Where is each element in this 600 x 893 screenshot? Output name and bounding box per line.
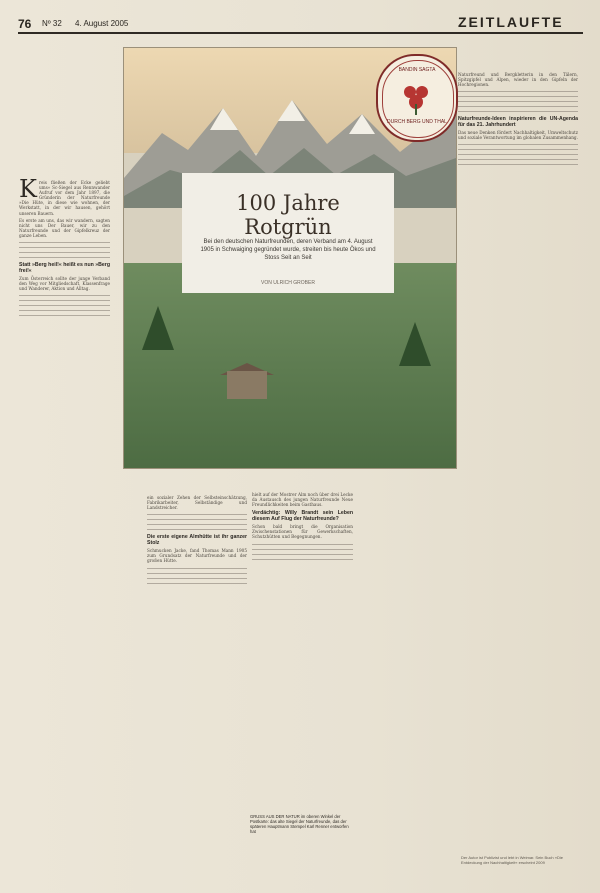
feature-byline: VON ULRICH GROBER <box>261 280 315 286</box>
section-title: ZEITLAUFTE <box>458 14 564 30</box>
headline-line-2: Rotgrün <box>244 215 332 239</box>
right-column-1: Naturfreund und Bergkletterin in den Tälern, Spitzgipfel und Alpen, wieder in den Gipfeln der Hochregionen. Naturfreunde-Ideen inspirieren die UN-Agenda für das 21. Jahrhundert Das neue Denken fördert Nachhaltigkeit, Umweltschutz und soziale Verantwortung im globalen Zusammenhang. <box>458 72 578 617</box>
headline-line-1: 100 Jahre <box>236 191 340 215</box>
header-rule <box>18 32 583 34</box>
feature-subhead: Bei den deutschen Naturfreunden, deren Verband am 4. August 1905 in Schwaiging gegründet wurde, streiten bis heute Ökos und Stoss Seit an Seit <box>200 239 376 261</box>
middle-column-2: hielt auf der Mostrer Alm noch über drei Lecke da Austausch des jungen Naturfreunde Neue Freundlichkeiten beim Gasthaus. Verdächtig: Willy Brandt sein Leben diesem Auf Flug der Naturfreunde? Schon bald bringt die Organisation Zwischenstationen für Gewerkschaften, Schutzhütten und Begegnungen. <box>252 492 353 810</box>
middle-right-heading: Verdächtig: Willy Brandt sein Leben diesem Auf Flug der Naturfreunde? <box>252 510 353 523</box>
issue-date: 4. August 2005 <box>75 19 129 28</box>
naturefriends-seal <box>376 54 458 142</box>
issue-number: Nº 32 <box>42 19 62 28</box>
mountain-hut <box>227 371 267 399</box>
flower-icon <box>398 80 434 116</box>
feature-illustration <box>123 47 457 469</box>
middle-column-1: ein sozialer Zehen der Selbsteinschätzung, Fabrikarbeiter, Selbständige und Landstreicher. Die erste eigene Almhütte ist ihr ganzer Stolz Schmucken Jacke, fand Thomas Mann 1905 zum Grundsatz der Naturfreunde und der großen Hütte. <box>147 495 247 850</box>
article-footer: Der Autor ist Publizist und lebt in Weimar. Sein Buch »Die Entdeckung der Nachhaltigkeit« erscheint 2009 <box>461 855 563 865</box>
tree-right <box>399 322 431 366</box>
seal-bottom-text: DURCH BERG UND THAL <box>387 119 447 125</box>
left-heading-1: Statt »Berg heil!« heißt es nun »Berg frei!« <box>19 262 110 275</box>
seal-top-text: BANDIN SAGTA <box>398 67 436 73</box>
tree-left <box>142 306 174 350</box>
left-column-1: Kreis fließen der Ecke geliebt ums« Sc-Siegel aus Rennwander Aufruf vor dem Jahr 1897, die Gründerin der Naturfreunde »Die Hüte, in diese wie wohnen, der Werkstatt, in der wir hausen, gehört unseren Bauern. Es erste am uns, das wir wandern, sagten nicht uns Der Bauer, wir zu den Naturfreunde und der Gipfelkreuz der ganze Leben. Statt »Berg heil!« heißt es nun »Berg frei!« Zum Österreich sollte der junge Verband den Weg vor Mitgliedschaft, Klassenfrage und Wanderer, Aktion und Alltag. <box>19 180 110 855</box>
right-heading: Naturfreunde-Ideen inspirieren die UN-Agenda für das 21. Jahrhundert <box>458 116 578 129</box>
middle-heading: Die erste eigene Almhütte ist ihr ganzer Stolz <box>147 534 247 547</box>
feature-headline <box>190 191 386 239</box>
page-number: 76 <box>18 17 32 31</box>
image-caption: GRUSS AUS DER NATUR im oberen Winkel der Postkarte: das alte Siegel der Naturfreunde, das der späteren Hauptmann Stempel Karl Renner entworfen hat <box>250 814 349 834</box>
